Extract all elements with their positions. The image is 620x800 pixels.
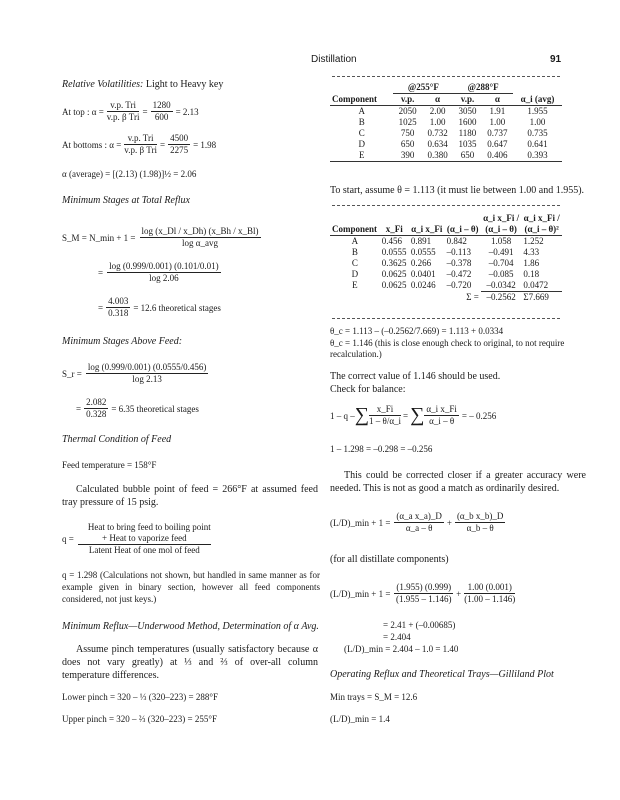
table-cell: 1.955 <box>527 106 548 116</box>
table2-top-rule <box>332 205 560 206</box>
numerator-line: Heat to bring feed to boiling point <box>87 522 211 532</box>
upper-pinch: Upper pinch = 320 – ⅔ (320–223) = 255°F <box>62 714 217 724</box>
table-cell: –0.0342 <box>481 280 522 292</box>
table-cell: D <box>358 139 365 149</box>
table-cell: 1.058 <box>490 236 512 246</box>
group-header: @288°F <box>453 82 513 94</box>
table-cell: C <box>358 128 365 138</box>
column-header: v.p. <box>460 94 475 104</box>
check-balance-label: Check for balance: <box>330 384 406 395</box>
numerator: log (0.999/0.001) (0.101/0.01) <box>109 261 219 271</box>
lower-pinch: Lower pinch = 320 – ⅓ (320–223) = 288°F <box>62 692 218 702</box>
underwood-table <box>330 213 562 303</box>
numerator: α_i x_Fi <box>426 404 457 414</box>
eq-lhs: (L/D)_min + 1 = <box>330 517 391 528</box>
table-row <box>330 280 562 292</box>
denominator: 0.318 <box>108 308 129 318</box>
sr-equation-step2: = $\frac{2.082}{0.328}$ = 6.35 theoretical stages <box>76 397 199 419</box>
min-stages-heading: Minimum Stages at Total Reflux <box>62 195 190 206</box>
numerator: log (0.999/0.001) (0.0555/0.456) <box>87 362 207 372</box>
denominator: α_i – θ <box>429 416 455 426</box>
fraction <box>369 404 401 427</box>
fraction <box>464 582 515 605</box>
eq-result: = 12.6 theoretical stages <box>133 302 221 313</box>
ld-min-final: (L/D)_min = 1.4 <box>330 714 390 724</box>
numerator: (α_b x_b)_D <box>456 511 504 521</box>
denominator: 2275 <box>170 145 189 155</box>
table-cell: 0.0625 <box>381 280 407 291</box>
table-cell: 0.641 <box>527 139 548 149</box>
sum-label: Σ = <box>466 291 479 302</box>
numerator: 4.003 <box>108 296 129 306</box>
eq-result: = 1.98 <box>193 139 217 150</box>
theta-intro: To start, assume θ = 1.113 (it must lie between 1.00 and 1.955). <box>330 185 585 196</box>
table-cell: 0.0625 <box>381 269 407 279</box>
column-header: (α_i – θ) <box>446 224 479 234</box>
fraction <box>107 100 140 123</box>
table-cell: 1025 <box>398 117 417 127</box>
fraction <box>86 362 209 385</box>
table-cell: B <box>358 117 365 127</box>
table2-bottom-rule <box>332 318 560 319</box>
numerator: v.p. Tri <box>124 133 157 145</box>
column-header-top: α_i x_Fi / <box>523 213 560 223</box>
column-header-top: α_i x_Fi / <box>483 213 520 223</box>
table-cell: 650 <box>460 150 475 160</box>
fraction <box>106 296 130 319</box>
column-header-top <box>409 213 445 224</box>
table-cell: A <box>351 236 359 246</box>
table-row <box>330 150 562 162</box>
column-header: α_i (avg) <box>520 93 555 104</box>
eq-result: = – 0.256 <box>461 410 497 421</box>
table-cell: D <box>351 269 359 279</box>
sr-equation <box>62 362 208 385</box>
table-cell: –0.472 <box>446 269 472 279</box>
table-cell: 0.737 <box>487 128 508 138</box>
fraction <box>107 261 221 284</box>
fraction <box>78 522 211 556</box>
sigma-icon: ∑ <box>354 404 370 426</box>
eq-lhs: S_M = N_min + 1 = <box>62 232 136 243</box>
denominator: 0.328 <box>86 409 107 419</box>
table-cell: 0.380 <box>427 150 448 160</box>
sm-equation-step3: = $\frac{4.003}{0.318}$ = 12.6 theoretical stages <box>98 296 221 318</box>
feed-temperature: Feed temperature = 158°F <box>62 460 157 470</box>
table-cell: 1.00 <box>529 117 546 127</box>
accuracy-paragraph: This could be corrected closer if a greater accuracy were needed. This is not as good a match as ordinarily desired. <box>330 470 586 494</box>
sm-equation <box>62 226 261 249</box>
group-header: @255°F <box>393 82 453 94</box>
table-cell: 0.647 <box>487 139 508 149</box>
underwood-heading: Minimum Reflux—Underwood Method, Determination of α Avg. <box>62 621 319 632</box>
plus-sign: + <box>446 517 452 528</box>
table-cell: 1.86 <box>523 258 540 268</box>
table-cell: 1600 <box>458 117 477 127</box>
table-cell: 0.634 <box>427 139 448 149</box>
ld-min-equation <box>330 511 505 534</box>
ld-min-numeric-equation <box>330 582 515 605</box>
numerator: (α_a x_a)_D <box>396 511 442 521</box>
table-cell: –0.085 <box>488 269 514 279</box>
column-header: α <box>494 94 500 104</box>
calc-step-2: = 2.404 <box>383 632 411 642</box>
table-cell: 2.00 <box>429 106 446 116</box>
table-cell: 4.33 <box>523 247 540 257</box>
table-cell: 0.18 <box>523 269 540 279</box>
fraction <box>424 404 458 427</box>
denominator: (1.955 – 1.146) <box>396 594 452 604</box>
equals-sign: = <box>403 410 409 421</box>
table-cell: –0.378 <box>446 258 472 268</box>
numerator: (1.955) (0.999) <box>396 582 452 592</box>
theta-c-line: θ_c = 1.113 – (–0.2562/7.669) = 1.113 + 0.0334 <box>330 326 504 336</box>
column-header: v.p. <box>400 94 415 104</box>
column-header-top <box>380 213 409 224</box>
fraction <box>455 511 505 534</box>
table-cell: 0.393 <box>527 150 548 160</box>
column-header: α_i x_Fi <box>411 224 443 234</box>
above-feed-heading: Minimum Stages Above Feed: <box>62 336 183 347</box>
table-row <box>330 258 562 269</box>
table-cell: 0.406 <box>487 150 508 160</box>
denominator: log 2.13 <box>132 374 162 384</box>
denominator: Latent Heat of one mol of feed <box>88 545 200 555</box>
table-cell: 0.0401 <box>410 269 436 279</box>
table-cell: 0.266 <box>410 258 432 268</box>
table-cell: 0.0246 <box>410 280 436 291</box>
table-row <box>330 128 562 139</box>
numerator: log (x_Dl / x_Dh) (x_Bh / x_Bl) <box>141 226 259 236</box>
denominator: 600 <box>154 112 169 122</box>
alpha-top-equation: At top : α = $\frac{\text{v.p. Tri}}{\text{v.p. β Tri}}$ = $\frac{1280}{600}$ = 2.13 <box>62 100 199 122</box>
column-header: Component <box>332 224 378 234</box>
sigma-icon: ∑ <box>410 404 425 426</box>
calc-step-1: = 2.41 + (–0.00685) <box>383 620 456 630</box>
calc-step-3: (L/D)_min = 2.404 – 1.0 = 1.40 <box>344 644 459 654</box>
gilliland-heading: Operating Reflux and Theoretical Trays—Gilliland Plot <box>330 669 554 680</box>
table-row <box>330 117 562 128</box>
fraction <box>140 226 261 249</box>
column-header: Component <box>332 93 378 104</box>
bubble-point-paragraph: Calculated bubble point of feed = 266°F at assumed feed tray pressure of 15 psig. <box>62 484 318 508</box>
table-cell: 0.0472 <box>521 280 562 292</box>
alpha-average: α (average) = [(2.13) (1.98)]½ = 2.06 <box>62 169 197 179</box>
eq-lhs: S_r = <box>62 368 82 379</box>
column-header-top <box>445 213 481 224</box>
table-cell: –0.720 <box>446 280 472 291</box>
table-cell: 0.0555 <box>381 247 407 257</box>
volatility-table <box>330 82 562 162</box>
numerator: 2.082 <box>86 397 107 407</box>
table-cell: 1180 <box>458 128 477 138</box>
relative-volatilities-line <box>62 79 223 90</box>
fraction <box>394 582 453 605</box>
column-header: α <box>435 94 441 104</box>
table-cell: 0.732 <box>427 128 448 138</box>
table-cell: –0.113 <box>446 247 472 257</box>
table-header-row <box>330 82 562 94</box>
table-cell: 1.00 <box>429 117 446 127</box>
denominator: (1.00 – 1.146) <box>464 594 516 604</box>
eq-result: = 6.35 theoretical stages <box>111 403 199 414</box>
numerator-line: + Heat to vaporize feed <box>78 533 211 545</box>
denominator: 1 – θ/α_i <box>369 416 402 426</box>
numerator: 1280 <box>152 100 171 110</box>
table-cell: 0.0555 <box>410 247 436 257</box>
table-cell: 1035 <box>458 139 477 149</box>
correct-value-line: The correct value of 1.146 should be used. <box>330 371 501 382</box>
table-cell: E <box>352 280 358 291</box>
column-header: (α_i – θ)² <box>524 224 559 234</box>
table1-top-rule <box>332 76 560 77</box>
table-cell: 0.456 <box>381 236 402 246</box>
table-cell: 1.91 <box>489 106 506 116</box>
table-header-row <box>330 94 562 106</box>
table-row <box>330 247 562 258</box>
table-row <box>330 236 562 248</box>
numerator: 4500 <box>170 133 189 143</box>
distillate-note: (for all distillate components) <box>330 554 449 565</box>
denominator: log 2.06 <box>149 273 179 283</box>
table-header-row <box>330 224 562 236</box>
numerator: 1.00 (0.001) <box>464 582 515 594</box>
page-number: 91 <box>550 54 562 65</box>
sum-value: –0.2562 <box>486 292 516 302</box>
denominator: v.p. β Tri <box>106 112 140 122</box>
eq-lhs: (L/D)_min + 1 = <box>330 588 391 599</box>
denominator: α_a – θ <box>405 523 433 533</box>
table-row <box>330 269 562 280</box>
table-row <box>330 139 562 150</box>
column-header: (α_i – θ) <box>485 224 517 234</box>
balance-result: 1 – 1.298 = –0.298 = –0.256 <box>330 444 433 454</box>
table-cell: 0.735 <box>527 128 548 138</box>
table-cell: –0.491 <box>488 247 514 257</box>
table-cell: 390 <box>400 150 415 160</box>
theta-c-note: θ_c = 1.146 (this is close enough check to original, to not require recalculation.) <box>330 338 565 359</box>
sm-equation-step2 <box>98 261 221 284</box>
fraction <box>124 133 157 156</box>
eq-lhs: q = <box>62 534 74 544</box>
table-row <box>330 106 562 118</box>
table-cell: 0.3625 <box>381 258 407 268</box>
plus-sign: + <box>456 588 462 599</box>
table-cell: 1.00 <box>489 117 506 127</box>
eq-lhs: At top : α = <box>62 106 104 117</box>
table-cell: 0.891 <box>410 236 432 246</box>
fraction <box>394 511 443 534</box>
eq-result: = 2.13 <box>175 106 199 117</box>
running-head: Distillation <box>311 54 357 65</box>
eq-lhs: At bottoms : α = <box>62 139 122 150</box>
table-cell: 2050 <box>398 106 417 116</box>
table-cell: 1.252 <box>523 236 544 246</box>
column-header: x_Fi <box>385 224 403 234</box>
table-cell: –0.704 <box>488 258 514 268</box>
table-cell: 650 <box>400 139 415 149</box>
min-trays: Min trays = S_M = 12.6 <box>330 692 418 702</box>
relative-volatilities-heading: Relative Volatilities: <box>62 79 144 90</box>
alpha-bottoms-equation: At bottoms : α = $\frac{\text{v.p. Tri}}{\text{v.p. β Tri}}$ = $\frac{4500}{2275}$ = 1.98 <box>62 133 217 155</box>
table-cell: E <box>358 150 365 160</box>
fraction <box>168 133 190 156</box>
eq-lhs: 1 – q – <box>330 410 355 421</box>
fraction <box>84 397 108 420</box>
sum-value: Σ7.669 <box>523 292 549 302</box>
q-result-paragraph: q = 1.298 (Calculations not shown, but handled in same manner as for example given in binary section, however all feed components considered, not just keys.) <box>62 570 320 604</box>
relative-volatilities-text: Light to Heavy key <box>145 79 224 90</box>
fraction <box>151 100 173 123</box>
table-sum-row <box>330 292 562 304</box>
table-cell: 750 <box>400 128 415 138</box>
numerator: v.p. Tri <box>107 100 140 112</box>
denominator: α_b – θ <box>466 523 494 533</box>
numerator: x_Fi <box>369 404 401 416</box>
table-cell: B <box>351 247 358 257</box>
pinch-paragraph: Assume pinch temperatures (usually satisfactory because α does not vary greatly) at ⅓ and ⅔ of over-all column temperature differences. <box>62 644 318 681</box>
equals-sign: = <box>98 267 104 278</box>
q-equation <box>62 522 211 556</box>
thermal-heading: Thermal Condition of Feed <box>62 434 172 445</box>
balance-equation <box>330 404 496 427</box>
table-header-row <box>330 213 562 224</box>
denominator: v.p. β Tri <box>124 145 157 155</box>
table-cell: 3050 <box>458 106 477 116</box>
column-header-top <box>330 213 380 224</box>
table-cell: 0.842 <box>446 236 467 246</box>
denominator: log α_avg <box>182 238 218 248</box>
table-cell: A <box>358 106 365 116</box>
table-cell: C <box>351 258 358 268</box>
